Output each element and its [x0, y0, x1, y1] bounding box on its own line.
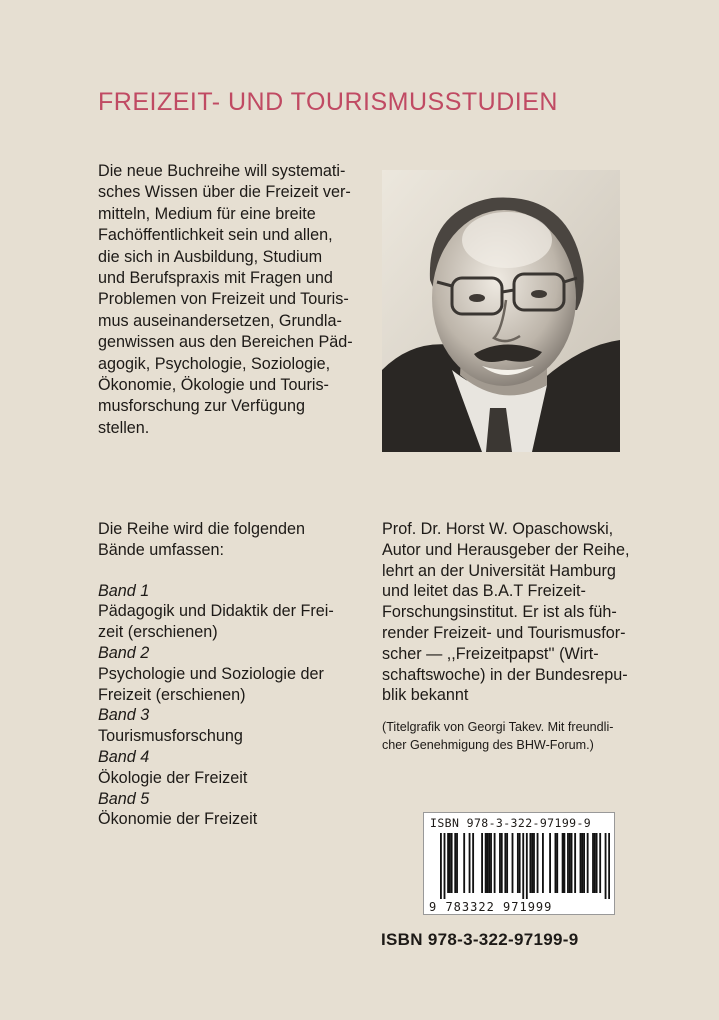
barcode-bar	[596, 833, 598, 893]
portrait-illustration	[382, 170, 620, 452]
series-title: FREIZEIT- UND TOURISMUSSTUDIEN	[98, 88, 558, 116]
author-bio-line: render Freizeit- und Tourismusfor-	[382, 623, 626, 642]
barcode-bar	[531, 833, 533, 893]
barcode-bar	[549, 833, 551, 893]
volume-intro-line: Die Reihe wird die folgenden	[98, 520, 305, 538]
description-line: und Berufspraxis mit Fragen und	[98, 269, 333, 288]
author-bio-line: lehrt an der Universität Hamburg	[382, 561, 616, 580]
barcode-bar	[569, 833, 571, 893]
volume-list	[98, 519, 368, 830]
barcode-bar	[519, 833, 521, 893]
barcode-bar	[485, 833, 487, 893]
barcode-bars	[440, 833, 610, 899]
barcode-bar	[587, 833, 589, 893]
band-1-title: Pädagogik und Didaktik der Frei-	[98, 602, 334, 621]
isbn-number: ISBN 978-3-322-97199-9	[381, 930, 579, 949]
band-1-label: Band 1	[98, 581, 150, 600]
description-line: stellen.	[98, 418, 150, 437]
barcode-bar	[463, 833, 465, 893]
cover-credit	[382, 718, 672, 754]
barcode-bar	[592, 833, 594, 893]
description-line: die sich in Ausbildung, Studium	[98, 247, 323, 266]
barcode-bar	[487, 833, 489, 893]
barcode-bar	[526, 833, 528, 899]
description-line: Die neue Buchreihe will systemati-	[98, 162, 346, 180]
band-2-label: Band 2	[98, 643, 150, 662]
barcode-bar	[529, 833, 531, 893]
barcode-bar	[537, 833, 539, 893]
band-3-label: Band 3	[98, 706, 150, 725]
barcode-bar	[449, 833, 451, 893]
barcode-digits: 9 783322 971999	[429, 900, 553, 914]
barcode-bar	[447, 833, 449, 893]
description-line: mus auseinandersetzen, Grundla-	[98, 311, 342, 330]
barcode-isbn-text: ISBN 978-3-322-97199-9	[430, 816, 592, 830]
band-1-title: zeit (erschienen)	[98, 623, 218, 642]
barcode-bar	[469, 833, 471, 893]
band-5-label: Band 5	[98, 789, 150, 808]
barcode-bar	[451, 833, 453, 893]
description-line: sches Wissen über die Freizeit ver-	[98, 183, 351, 202]
barcode-bar	[533, 833, 535, 893]
barcode-bar	[444, 833, 446, 899]
barcode-bar	[488, 833, 490, 893]
band-2-title: Psychologie und Soziologie der	[98, 664, 324, 683]
barcode-bar	[499, 833, 501, 893]
barcode-bar	[605, 833, 607, 899]
series-description	[98, 161, 360, 439]
description-line: Fachöffentlichkeit sein und allen,	[98, 226, 333, 245]
description-line: agogik, Psychologie, Soziologie,	[98, 354, 331, 373]
author-portrait	[382, 170, 620, 452]
barcode-bar	[504, 833, 506, 893]
author-bio-line: Prof. Dr. Horst W. Opaschowski,	[382, 520, 614, 538]
barcode-bar	[580, 833, 582, 893]
barcode-bar	[472, 833, 474, 893]
barcode-bar	[594, 833, 596, 893]
barcode-bar	[494, 833, 496, 893]
author-bio-line: blik bekannt	[382, 686, 469, 705]
barcode-bar	[506, 833, 508, 893]
barcode-bar	[440, 833, 442, 899]
band-3-title: Tourismusforschung	[98, 727, 243, 746]
barcode-bar	[542, 833, 544, 893]
barcode-bar	[556, 833, 558, 893]
credit-line: cher Genehmigung des BHW-Forum.)	[382, 738, 594, 752]
band-4-title: Ökologie der Freizeit	[98, 768, 248, 787]
volume-intro-line: Bände umfassen:	[98, 540, 224, 559]
author-bio-line: schaftswoche) in der Bundesrepu-	[382, 665, 628, 684]
barcode-bar	[555, 833, 557, 893]
credit-line: (Titelgrafik von Georgi Takev. Mit freundli-	[382, 720, 614, 734]
barcode-bar	[583, 833, 585, 893]
description-line: musforschung zur Verfügung	[98, 397, 305, 416]
barcode-bar	[481, 833, 483, 893]
barcode-bar	[490, 833, 492, 893]
author-bio-line: Forschungsinstitut. Er ist als füh-	[382, 603, 617, 622]
author-bio-line: scher — ,,Freizeitpapst'' (Wirt-	[382, 644, 599, 663]
barcode-bar	[581, 833, 583, 893]
barcode-bar	[456, 833, 458, 893]
band-2-title: Freizeit (erschienen)	[98, 685, 246, 704]
barcode-bar	[608, 833, 610, 899]
barcode-bar	[574, 833, 576, 893]
author-bio-line: und leitet das B.A.T Freizeit-	[382, 582, 586, 601]
barcode-bar	[517, 833, 519, 893]
band-4-label: Band 4	[98, 747, 150, 766]
description-line: Ökonomie, Ökologie und Touris-	[98, 376, 329, 395]
isbn-barcode	[423, 812, 615, 915]
barcode-bar	[454, 833, 456, 893]
barcode-bar	[501, 833, 503, 893]
author-bio	[382, 519, 652, 706]
band-5-title: Ökonomie der Freizeit	[98, 810, 258, 829]
barcode-bar	[567, 833, 569, 893]
description-line: genwissen aus den Bereichen Päd-	[98, 333, 353, 352]
author-bio-line: Autor und Herausgeber der Reihe,	[382, 540, 630, 559]
barcode-bar	[571, 833, 573, 893]
barcode-bar	[599, 833, 601, 893]
barcode-bar	[522, 833, 524, 899]
barcode-bar	[563, 833, 565, 893]
description-line: mitteln, Medium für eine breite	[98, 204, 316, 223]
description-line: Problemen von Freizeit und Touris-	[98, 290, 349, 309]
barcode-bar	[512, 833, 514, 893]
barcode-bar	[562, 833, 564, 893]
